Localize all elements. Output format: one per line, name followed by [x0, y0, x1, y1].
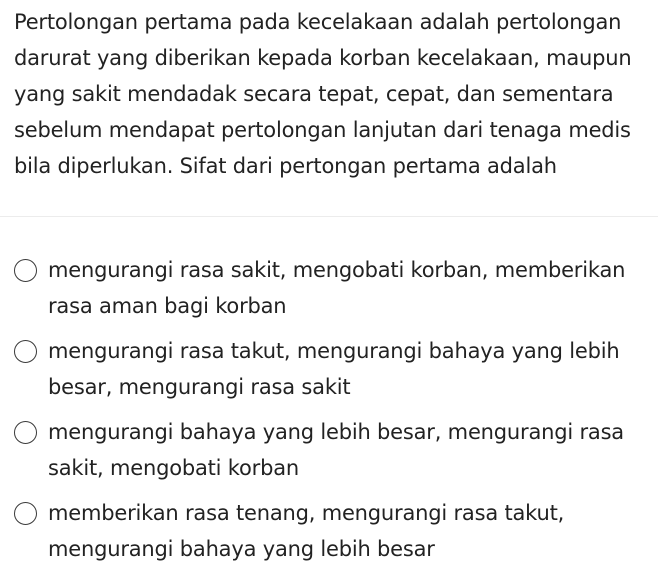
answer-option-2[interactable]: [0, 333, 658, 414]
answer-option-label: mengurangi bahaya yang lebih besar, mengurangi rasa sakit, mengobati korban: [48, 420, 624, 480]
radio-button[interactable]: [14, 259, 37, 282]
answer-option-label: memberikan rasa tenang, mengurangi rasa takut, mengurangi bahaya yang lebih besar: [48, 501, 565, 561]
question-text: Pertolongan pertama pada kecelakaan adalah pertolongan darurat yang diberikan kepada korban kecelakaan, maupun yang sakit mendadak secara tepat, cepat, dan sementara sebelum mendapat pertolongan lanjutan dari tenaga medis bila diperlukan. Sifat dari pertongan pertama adalah: [14, 10, 632, 178]
radio-button[interactable]: [14, 340, 37, 363]
answer-option-4[interactable]: [0, 495, 658, 576]
radio-button[interactable]: [14, 502, 37, 525]
answer-option-label: mengurangi rasa takut, mengurangi bahaya yang lebih besar, mengurangi rasa sakit: [48, 339, 620, 399]
answer-option-3[interactable]: [0, 414, 658, 495]
radio-button[interactable]: [14, 421, 37, 444]
answer-options: [0, 252, 658, 576]
answer-option-label: mengurangi rasa sakit, mengobati korban, memberikan rasa aman bagi korban: [48, 258, 626, 318]
divider: [0, 216, 658, 217]
answer-option-1[interactable]: [0, 252, 658, 333]
